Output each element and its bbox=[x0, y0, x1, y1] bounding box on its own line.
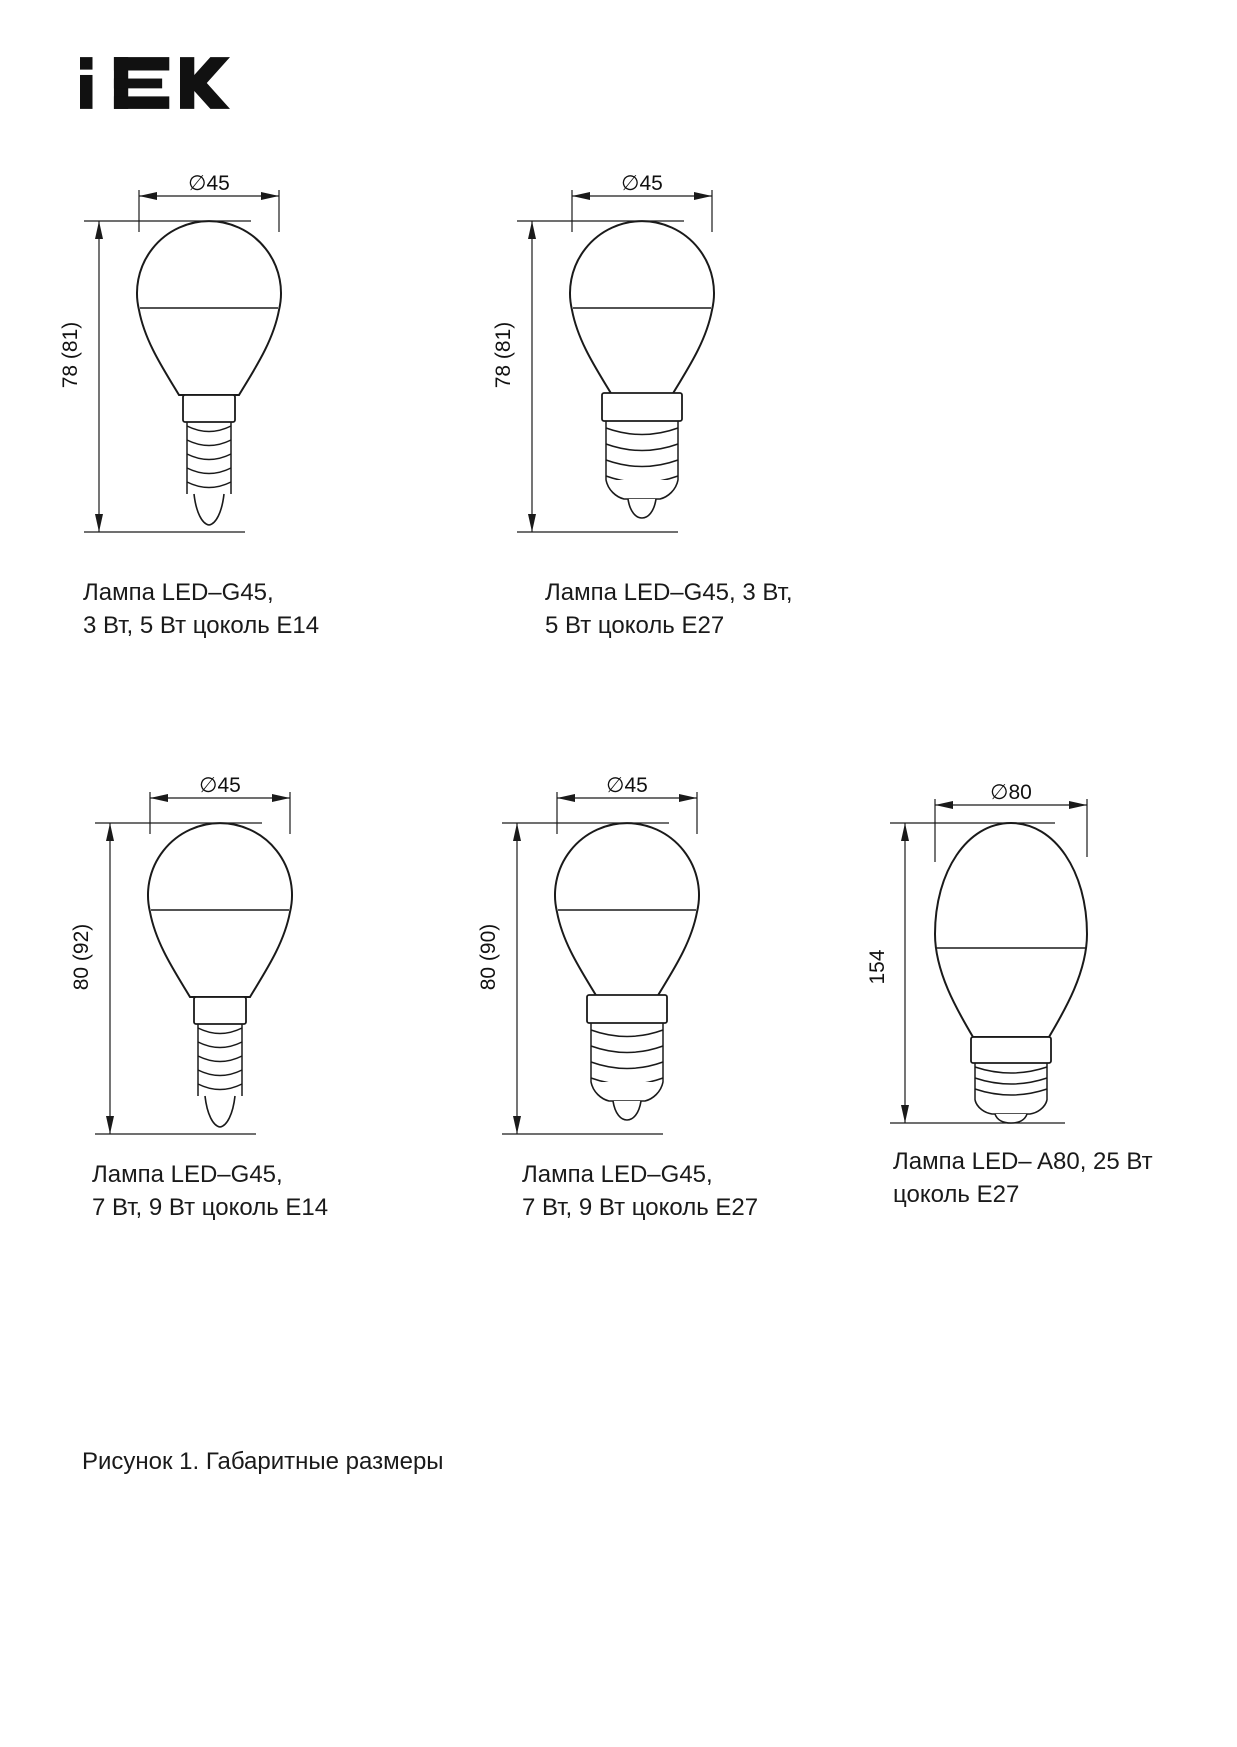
bulb-outline-g45 bbox=[570, 221, 714, 395]
diameter-dim-label: ∅45 bbox=[188, 172, 230, 195]
diameter-dim-label: ∅45 bbox=[199, 774, 241, 797]
bulb-outline-g45 bbox=[137, 221, 281, 395]
bulb-outline-g45 bbox=[555, 823, 699, 997]
lamp-caption-a80-e27-25w bbox=[893, 1145, 1153, 1211]
caption-line: цоколь Е27 bbox=[893, 1181, 1020, 1208]
diagram-lamp-g45-e27-7w bbox=[477, 762, 737, 1142]
diameter-dim-label: ∅80 bbox=[990, 781, 1032, 804]
caption-line: Лампа LED– A80, 25 Вт bbox=[893, 1148, 1153, 1175]
caption-line: 7 Вт, 9 Вт цоколь Е14 bbox=[92, 1194, 329, 1221]
bulb-outline-g45 bbox=[148, 823, 292, 997]
height-dim-label: 80 (90) bbox=[477, 923, 500, 991]
figure-caption: Рисунок 1. Габаритные размеры bbox=[82, 1448, 444, 1475]
lamp-caption-g45-e27-3w bbox=[545, 576, 793, 642]
height-dim-label: 78 (81) bbox=[492, 321, 515, 389]
logo-letter-i bbox=[80, 57, 93, 109]
lamp-base-e27 bbox=[602, 393, 682, 518]
lamp-caption-g45-e14-7w bbox=[92, 1158, 328, 1224]
height-dim-label: 78 (81) bbox=[59, 321, 82, 389]
diameter-dim-label: ∅45 bbox=[606, 774, 648, 797]
caption-line: 7 Вт, 9 Вт цоколь Е27 bbox=[522, 1194, 759, 1221]
caption-line: 5 Вт цоколь Е27 bbox=[545, 612, 725, 639]
diagram-lamp-a80-e27-25w bbox=[855, 762, 1155, 1152]
logo-letter-e bbox=[114, 57, 169, 109]
lamp-base-e27 bbox=[587, 995, 667, 1120]
lamp-caption-g45-e27-7w bbox=[522, 1158, 758, 1224]
lamp-caption-g45-e14-3w bbox=[83, 576, 319, 642]
iek-logo bbox=[80, 57, 230, 109]
lamp-base-e14 bbox=[194, 997, 246, 1127]
lamp-base-e14 bbox=[183, 395, 235, 525]
caption-line: 3 Вт, 5 Вт цоколь Е14 bbox=[83, 612, 320, 639]
caption-line: Лампа LED–G45, bbox=[83, 579, 274, 606]
diagram-lamp-g45-e27-3w bbox=[492, 160, 752, 540]
diameter-dim-label: ∅45 bbox=[621, 172, 663, 195]
diagram-lamp-g45-e14-7w bbox=[70, 762, 330, 1142]
lamp-base-e27 bbox=[971, 1037, 1051, 1123]
height-dim-label: 80 (92) bbox=[70, 923, 93, 991]
bulb-outline-a80 bbox=[935, 823, 1087, 1037]
caption-line: Лампа LED–G45, 3 Вт, bbox=[545, 579, 793, 606]
logo-letter-k bbox=[180, 57, 230, 109]
height-dim-label: 154 bbox=[866, 949, 889, 985]
diagram-lamp-g45-e14-3w bbox=[59, 160, 319, 540]
caption-line: Лампа LED–G45, bbox=[92, 1161, 283, 1188]
caption-line: Лампа LED–G45, bbox=[522, 1161, 713, 1188]
